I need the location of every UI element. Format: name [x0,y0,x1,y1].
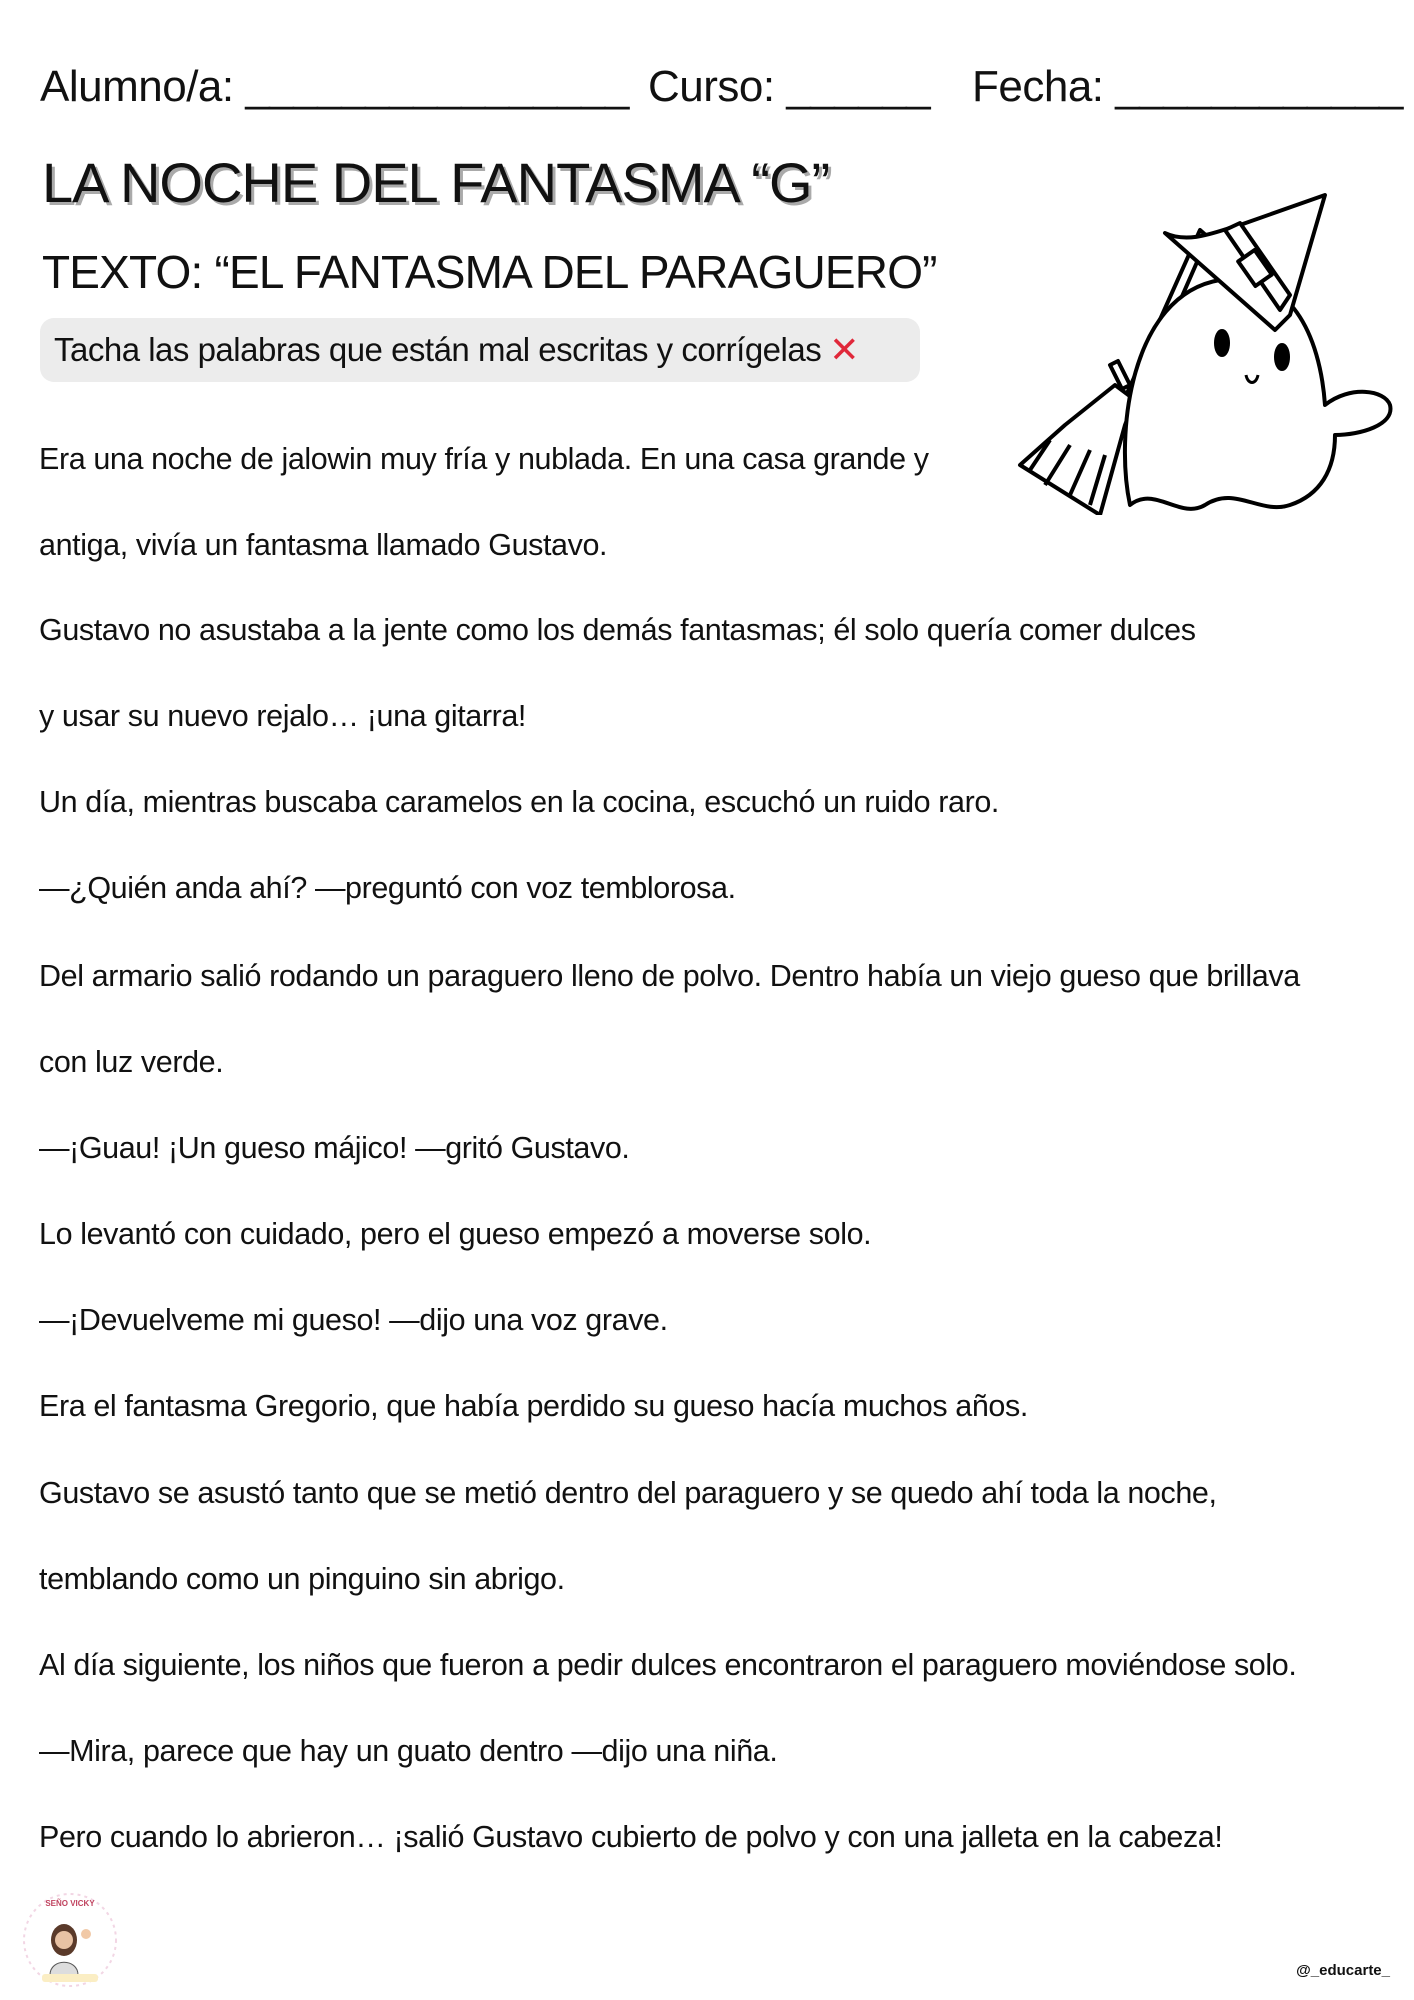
text-subtitle: TEXTO: “EL FANTASMA DEL PARAGUERO” [42,246,937,298]
story-line: Lo levantó con cuidado, pero el gueso empezó a moverse solo. [39,1217,872,1251]
author-handle: @_educarte_ [1296,1962,1390,1979]
story-line: con luz verde. [39,1045,224,1079]
story-line: Un día, mientras buscaba caramelos en la cocina, escuchó un ruido raro. [39,785,999,819]
student-name-field[interactable]: Alumno/a: ________________ [40,62,629,111]
story-line: —Mira, parece que hay un guato dentro —dijo una niña. [39,1734,778,1768]
story-line: Del armario salió rodando un paraguero lleno de polvo. Dentro había un viejo gueso que brillava [39,959,1300,993]
story-line: Era una noche de jalowin muy fría y nublada. En una casa grande y [39,442,929,476]
story-line: temblando como un pinguino sin abrigo. [39,1562,565,1596]
story-line: antiga, vivía un fantasma llamado Gustavo. [39,528,608,562]
cross-icon: ✕ [829,329,859,370]
story-line: —¡Guau! ¡Un gueso májico! —gritó Gustavo. [39,1131,630,1165]
story-line: y usar su nuevo rejalo… ¡una gitarra! [39,699,527,733]
story-line: Gustavo se asustó tanto que se metió dentro del paraguero y se quedo ahí toda la noche, [39,1476,1217,1510]
date-field[interactable]: Fecha: ____________ [972,62,1403,111]
story-line: —¿Quién anda ahí? —preguntó con voz temblorosa. [39,871,736,905]
svg-text:SEÑO VICKY: SEÑO VICKY [45,1899,95,1908]
seno-vicky-logo [20,1890,120,1990]
story-line: Al día siguiente, los niños que fueron a pedir dulces encontraron el paraguero moviéndose solo. [39,1648,1297,1682]
course-field[interactable]: Curso: ______ [648,62,931,111]
story-line: Gustavo no asustaba a la jente como los demás fantasmas; él solo quería comer dulces [39,613,1196,647]
instruction-box [40,318,920,382]
story-line: Pero cuando lo abrieron… ¡salió Gustavo cubierto de polvo y con una jalleta en la cabeza! [39,1820,1223,1854]
instruction-text: Tacha las palabras que están mal escritas y corrígelas [54,331,822,368]
story-line: —¡Devuelveme mi gueso! —dijo una voz grave. [39,1303,668,1337]
page-title: LA NOCHE DEL FANTASMA “G” [42,151,830,214]
witch-ghost-illustration [990,185,1410,515]
story-line: Era el fantasma Gregorio, que había perdido su gueso hacía muchos años. [39,1389,1028,1423]
